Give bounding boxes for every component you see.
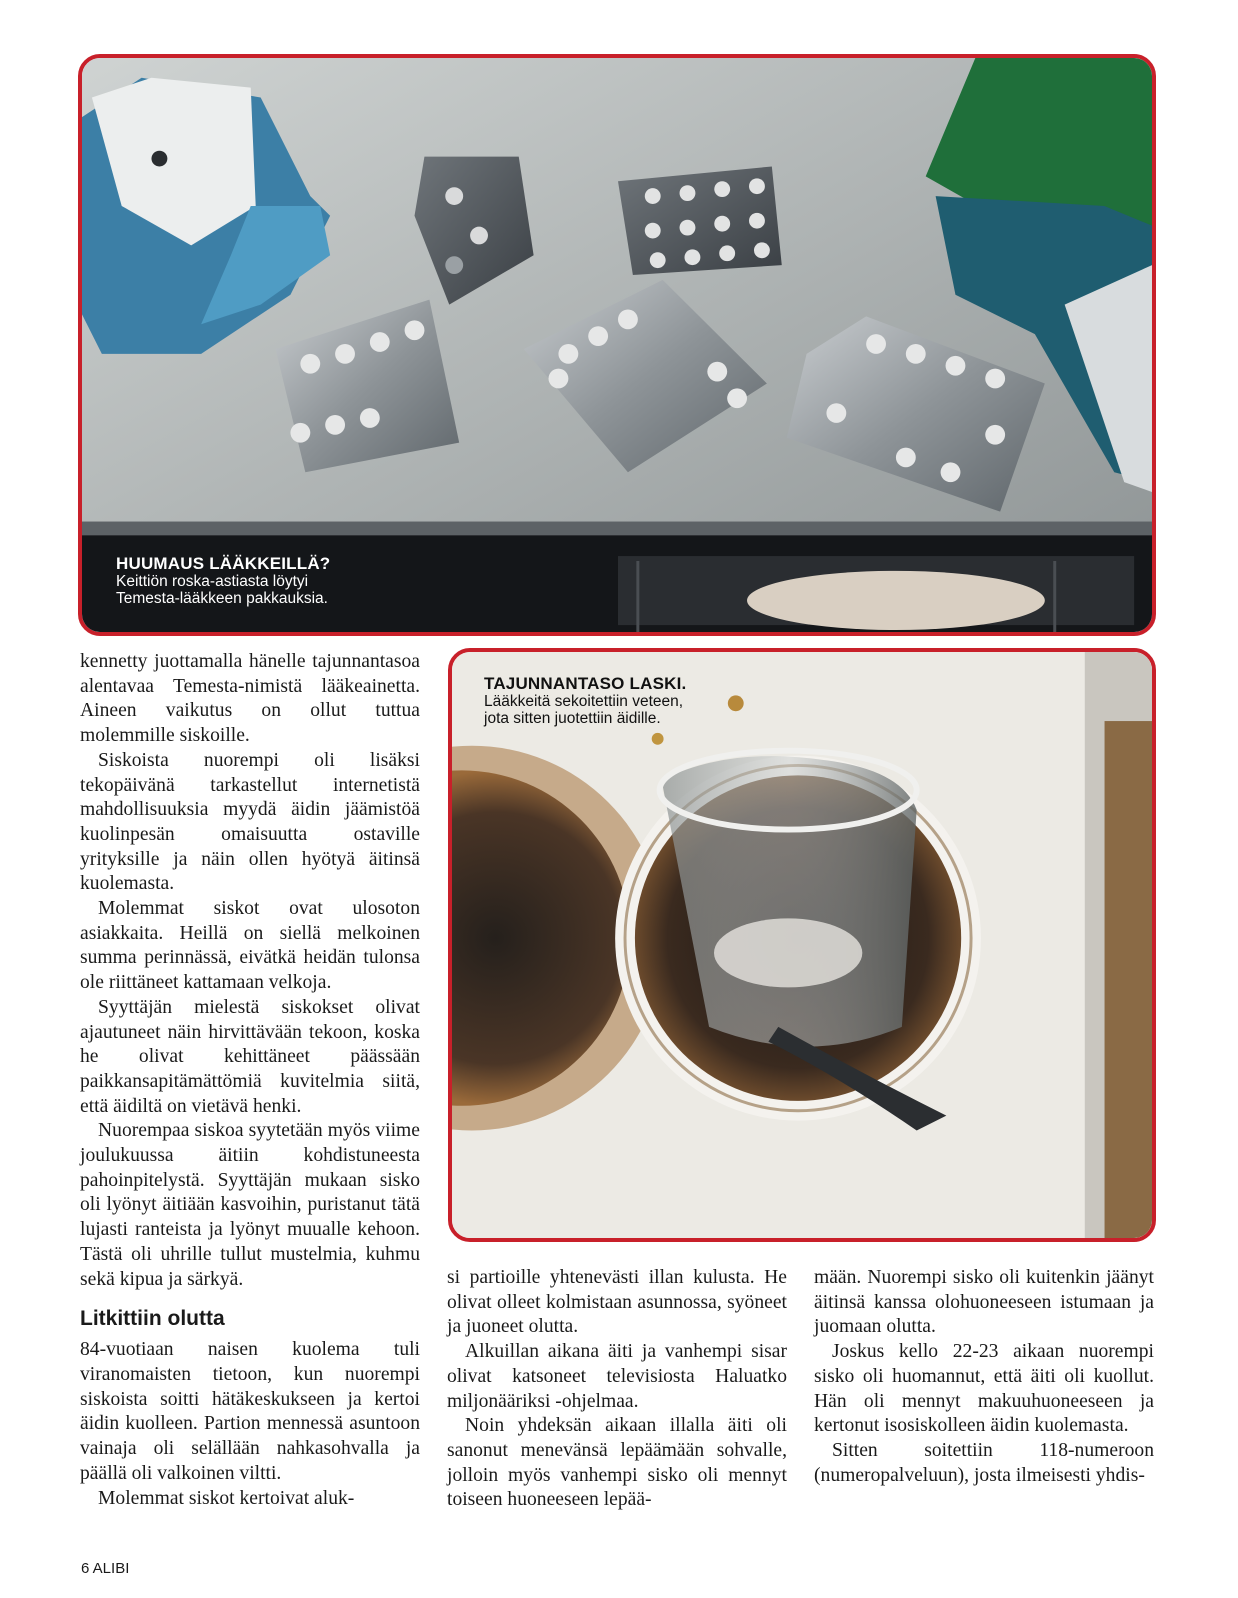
blister-pack [618, 166, 782, 274]
paragraph: Siskoista nuorempi oli lisäksi tekopäivänä tarkastellut internetistä mahdollisuuksia myydä äidin jäämistöä kuolinpesän omaisuutta ostaville yrityksille ja näin ollen hyötyä äitinsä kuolemasta. [80, 749, 420, 895]
paragraph: Joskus kello 22-23 aikaan nuorempi sisko oli huomannut, että äiti oli kuollut. Hän oli mennyt makuuhuoneeseen ja kertonut isosiskolleen äidin kuolemasta. [814, 1341, 1154, 1437]
page-footer: 6 ALIBI [81, 1560, 130, 1577]
paragraph: Alkuillan aikana äiti ja vanhempi sisar olivat katsoneet televisiosta Haluatko miljonääriksi -ohjelmaa. [447, 1341, 787, 1412]
article-column-1 [80, 650, 420, 1511]
article-column-3 [814, 1266, 1154, 1488]
caption-right [484, 674, 686, 728]
caption-right-heading: TAJUNNANTASO LASKI. [484, 674, 687, 693]
paragraph: mään. Nuorempi sisko oli kuitenkin jäänyt äitinsä kanssa olohuoneeseen istumaan ja juomaan olutta. [814, 1267, 1154, 1338]
subheading: Litkittiin olutta [80, 1307, 225, 1331]
caption-top-line1: Keittiön roska-astiasta löytyi [116, 573, 309, 591]
article-column-2 [447, 1266, 787, 1513]
paragraph: kennetty juottamalla hänelle tajunnantasoa alentavaa Temesta-nimistä lääkeainetta. Aineen vaikutus on ollut tuttua molemmille siskoille. [80, 651, 420, 747]
paragraph: Noin yhdeksän aikaan illalla äiti oli sanonut menevänsä lepäämään sohvalle, jolloin myös vanhempi sisko oli mennyt toiseen huoneeseen lepää- [447, 1415, 787, 1511]
glass-on-stove-illustration [452, 652, 1152, 1238]
caption-top-heading: HUUMAUS LÄÄKKEILLÄ? [116, 554, 331, 573]
photo-glass-on-stove [448, 648, 1156, 1242]
caption-top [116, 554, 330, 608]
paragraph: 84-vuotiaan naisen kuolema tuli viranomaisten tietoon, kun nuorempi siskoista soitti hätäkeskukseen ja kertoi äidin kuolleen. Partion mennessä asuntoon vainaja oli selällään nahkasohvalla ja päällä oli valkoinen viltti. [80, 1339, 420, 1484]
photo-medicine-blister-packs [78, 54, 1156, 636]
paragraph: Syyttäjän mielestä siskokset olivat ajautuneet näin hirvittävään tekoon, koska he olivat kehittäneet päässään paikkansapitämättömiä kuvitelmia siitä, että äidiltä on vietävä henki. [80, 996, 420, 1117]
caption-top-line2: Temesta-lääkkeen pakkauksia. [116, 590, 328, 608]
caption-right-line1: Lääkkeitä sekoitettiin veteen, [484, 693, 684, 711]
blister-packs-illustration [82, 58, 1152, 632]
paragraph: si partioille yhtenevästi illan kulusta. He olivat olleet kolmistaan asunnossa, syöneet ja juoneet olutta. [447, 1267, 787, 1338]
caption-right-line2: jota sitten juotettiin äidille. [484, 710, 661, 728]
paragraph: Nuorempaa siskoa syytetään myös viime joulukuussa äitiin kohdistuneesta pahoinpitelystä. Syyttäjän mukaan sisko oli lyönyt äitiään kasvoihin, puristanut tätä lujasti ranteista ja lyönyt muualle kehoon. Tästä oli uhrille tullut mustelmia, kuhmu sekä kipua ja särkyä. [80, 1120, 420, 1290]
paragraph: Molemmat siskot ovat ulosoton asiakkaita. Heillä on siellä melkoinen summa perinnässä, eivätkä heidän tulonsa ole riittäneet kattamaan velkoja. [80, 898, 420, 994]
paragraph: Sitten soitettiin 118-numeroon (numeropalveluun), josta ilmeisesti yhdis- [814, 1439, 1154, 1486]
paragraph: Molemmat siskot kertoivat aluk- [98, 1487, 355, 1509]
